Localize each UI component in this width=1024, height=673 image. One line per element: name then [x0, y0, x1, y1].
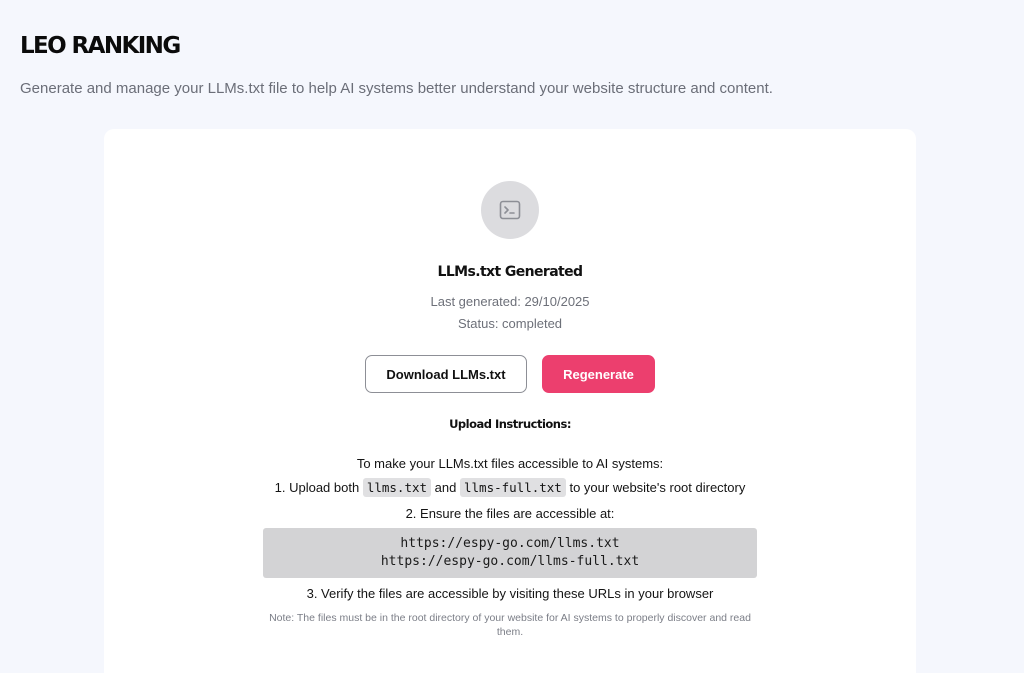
step1-and: and [434, 480, 457, 495]
llms-card [104, 129, 916, 673]
instruction-step-2: 2. Ensure the files are accessible at: [405, 506, 615, 521]
step1-prefix: 1. Upload both [274, 480, 360, 495]
instruction-step-3: 3. Verify the files are accessible by visiting these URLs in your browser [306, 586, 714, 601]
step1-suffix: to your website's root directory [569, 480, 746, 495]
terminal-icon [481, 181, 539, 239]
instructions-title: Upload Instructions: [449, 417, 571, 431]
regenerate-button[interactable]: Regenerate [542, 355, 655, 393]
brand-logo: LEO RANKING [20, 33, 180, 59]
llms-full-txt-code: llms-full.txt [460, 478, 566, 497]
instructions-note: Note: The files must be in the root directory of your website for AI systems to properly discover and read them. [269, 612, 751, 638]
llms-txt-code: llms.txt [363, 478, 431, 497]
urls-code-block [263, 528, 757, 578]
instructions-intro: To make your LLMs.txt files accessible to AI systems: [356, 456, 664, 471]
status-text: Status: completed [457, 316, 563, 331]
page-subtitle: Generate and manage your LLMs.txt file to help AI systems better understand your website structure and content. [20, 80, 773, 97]
card-title: LLMs.txt Generated [437, 264, 583, 280]
instruction-step-1 [104, 480, 916, 495]
download-button[interactable]: Download LLMs.txt [365, 355, 527, 393]
url-llms: https://espy-go.com/llms.txt [400, 536, 620, 551]
url-llms-full: https://espy-go.com/llms-full.txt [380, 554, 640, 569]
last-generated-text: Last generated: 29/10/2025 [430, 294, 590, 309]
